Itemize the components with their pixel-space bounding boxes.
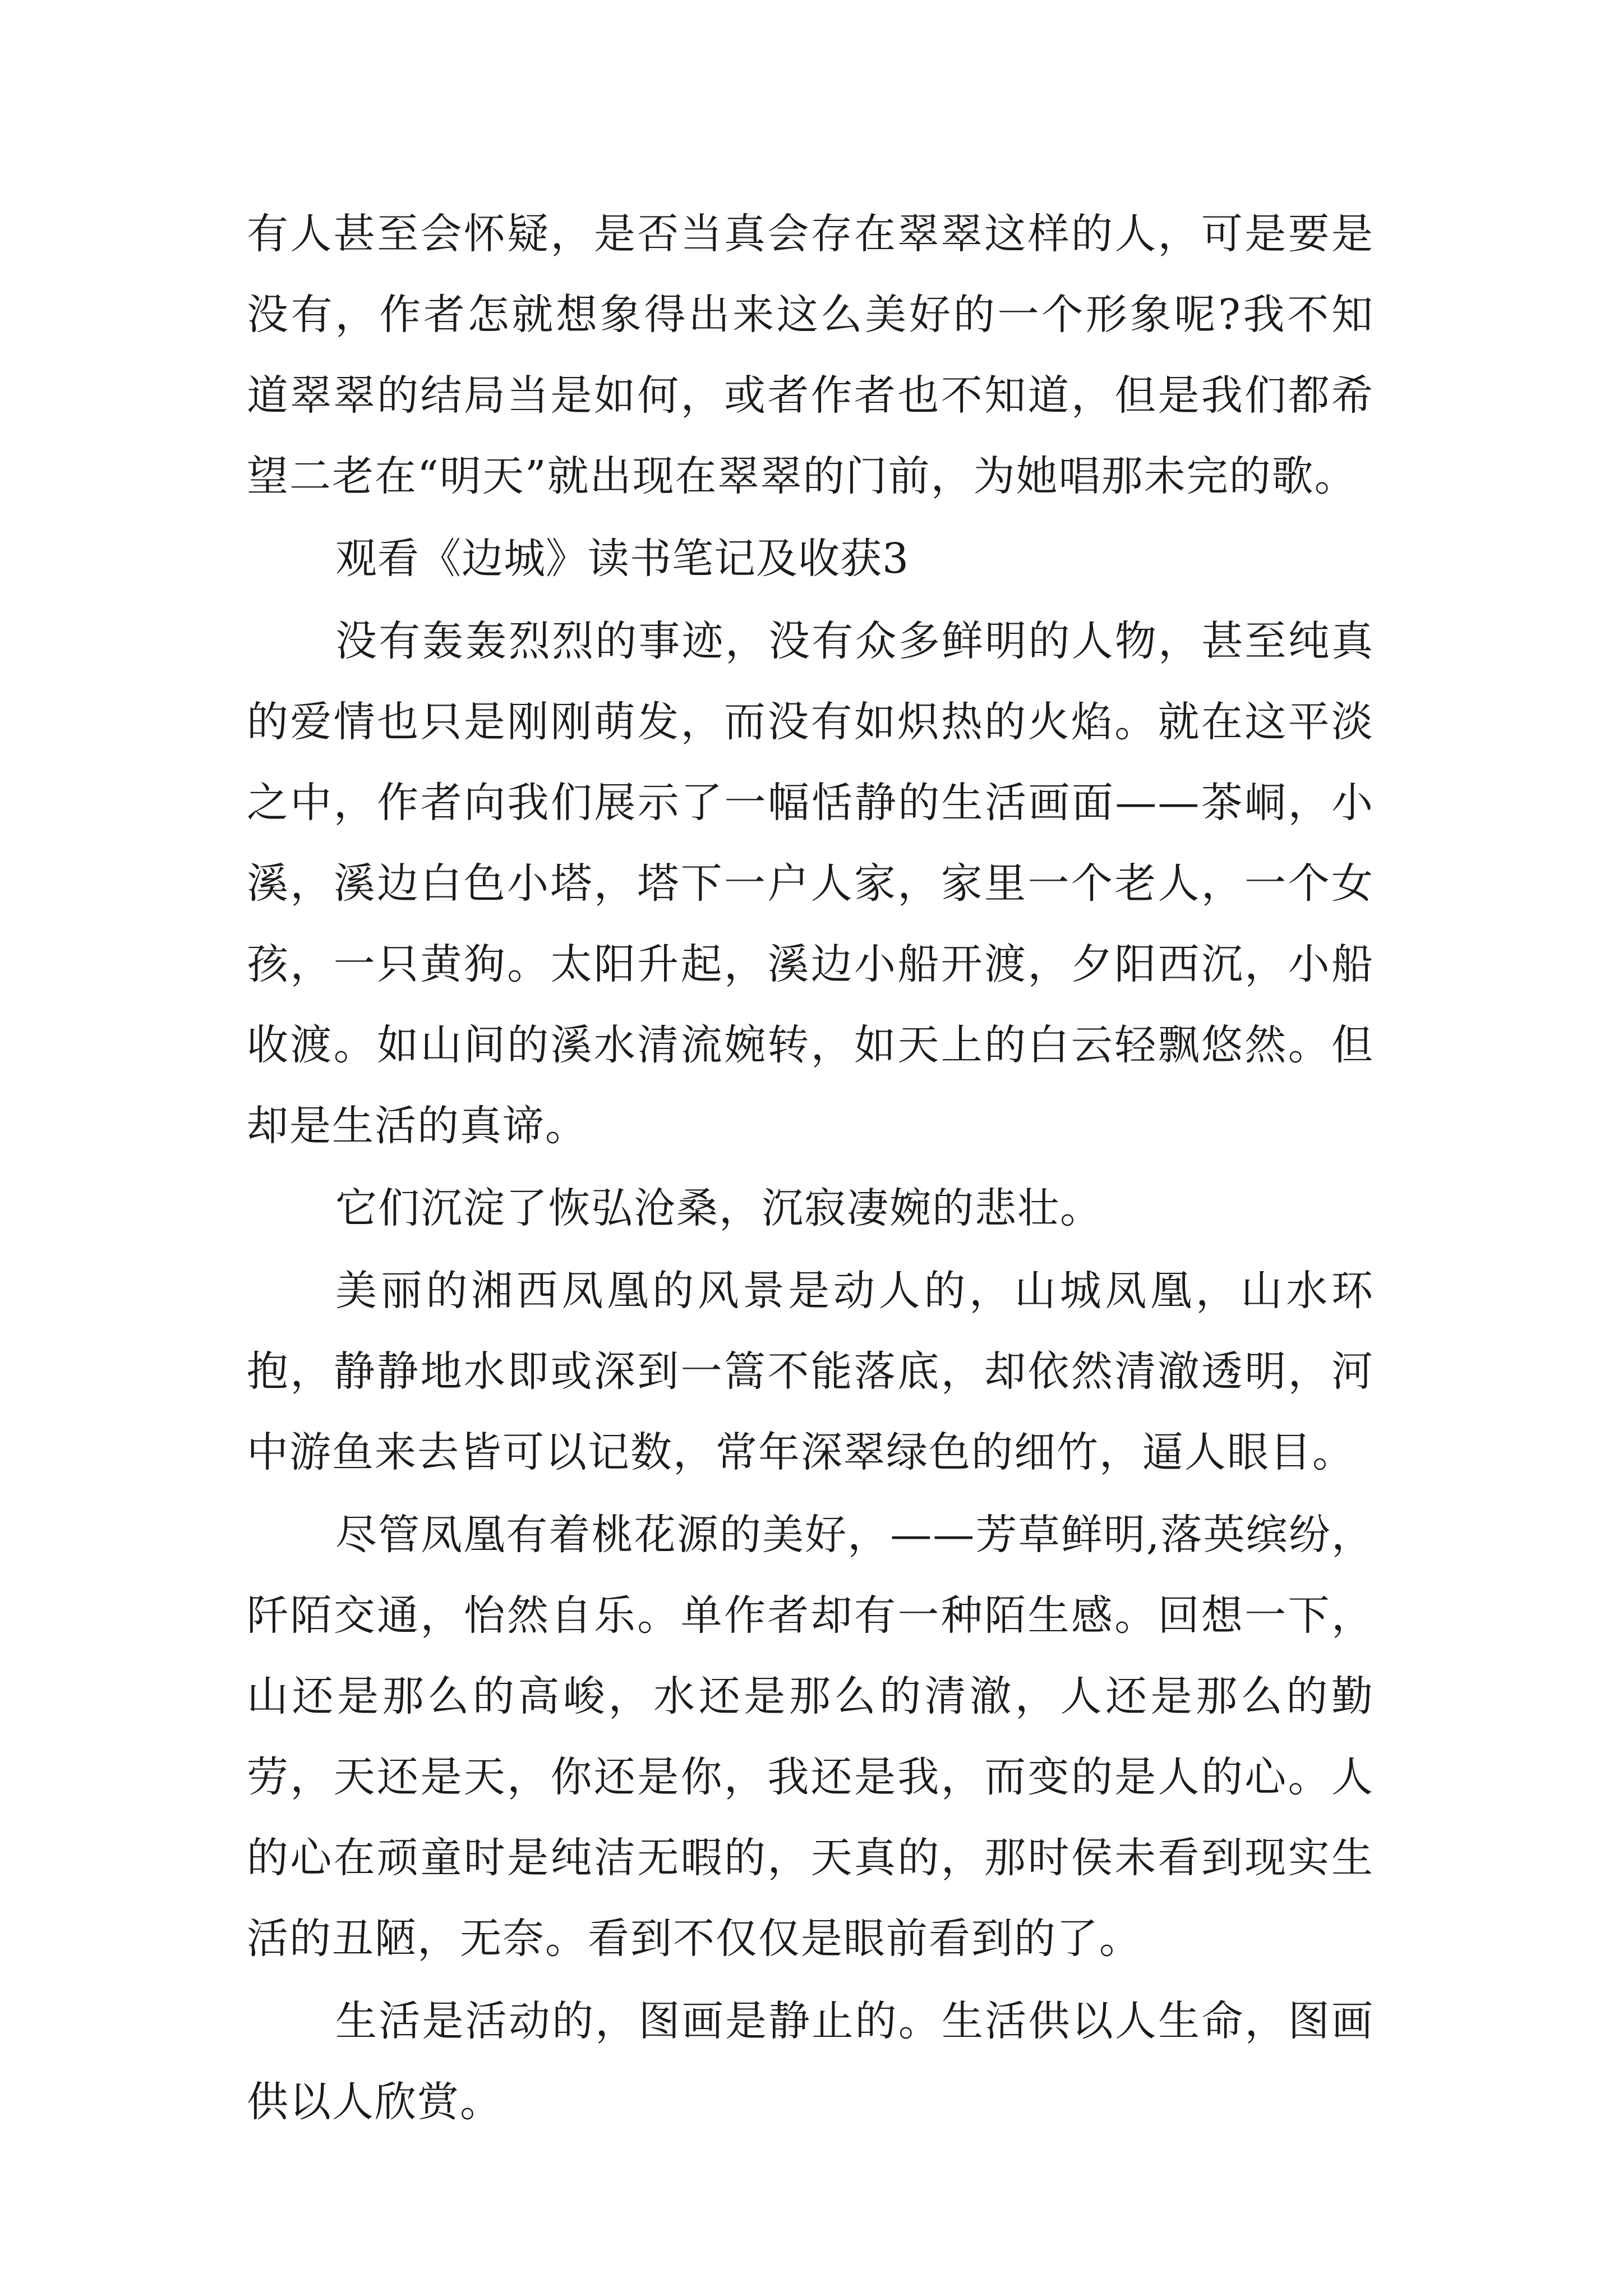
section-heading: 观看《边城》读书笔记及收获3 bbox=[335, 535, 910, 583]
paragraph: 美丽的湘西凤凰的风景是动人的，山城凤凰，山水环抱，静静地水即或深到一篙不能落底，却依然清澈透明，河中游鱼来去皆可以记数，常年深翠绿色的细竹，逼人眼目。 bbox=[247, 1267, 1374, 1476]
paragraph: 尽管凤凰有着桃花源的美好，——芳草鲜明,落英缤纷，阡陌交通，怡然自乐。单作者却有一种陌生感。回想一下，山还是那么的高峻，水还是那么的清澈，人还是那么的勤劳，天还是天，你还是你，我还是我，而变的是人的心。人的心在顽童时是纯洁无暇的，天真的，那时侯未看到现实生活的丑陋，无奈。看到不仅仅是眼前看到的了。 bbox=[247, 1511, 1374, 1963]
paragraph: 它们沉淀了恢弘沧桑，沉寂凄婉的悲壮。 bbox=[335, 1184, 1103, 1232]
paragraph-continuation: 有人甚至会怀疑，是否当真会存在翠翠这样的人，可是要是没有，作者怎就想象得出来这么美好的一个形象呢?我不知道翠翠的结局当是如何，或者作者也不知道，但是我们都希望二老在“明天”就出现在翠翠的门前，为她唱那未完的歌。 bbox=[247, 210, 1374, 500]
paragraph: 生活是活动的，图画是静止的。生活供以人生命，图画供以人欣赏。 bbox=[247, 1997, 1374, 2126]
paragraph: 没有轰轰烈烈的事迹，没有众多鲜明的人物，甚至纯真的爱情也只是刚刚萌发，而没有如炽热的火焰。就在这平淡之中，作者向我们展示了一幅恬静的生活画面——茶峒，小溪，溪边白色小塔，塔下一户人家，家里一个老人，一个女孩，一只黄狗。太阳升起，溪边小船开渡，夕阳西沉，小船收渡。如山间的溪水清流婉转，如天上的白云轻飘悠然。但却是生活的真谛。 bbox=[247, 617, 1374, 1150]
document-page bbox=[247, 194, 1374, 2144]
